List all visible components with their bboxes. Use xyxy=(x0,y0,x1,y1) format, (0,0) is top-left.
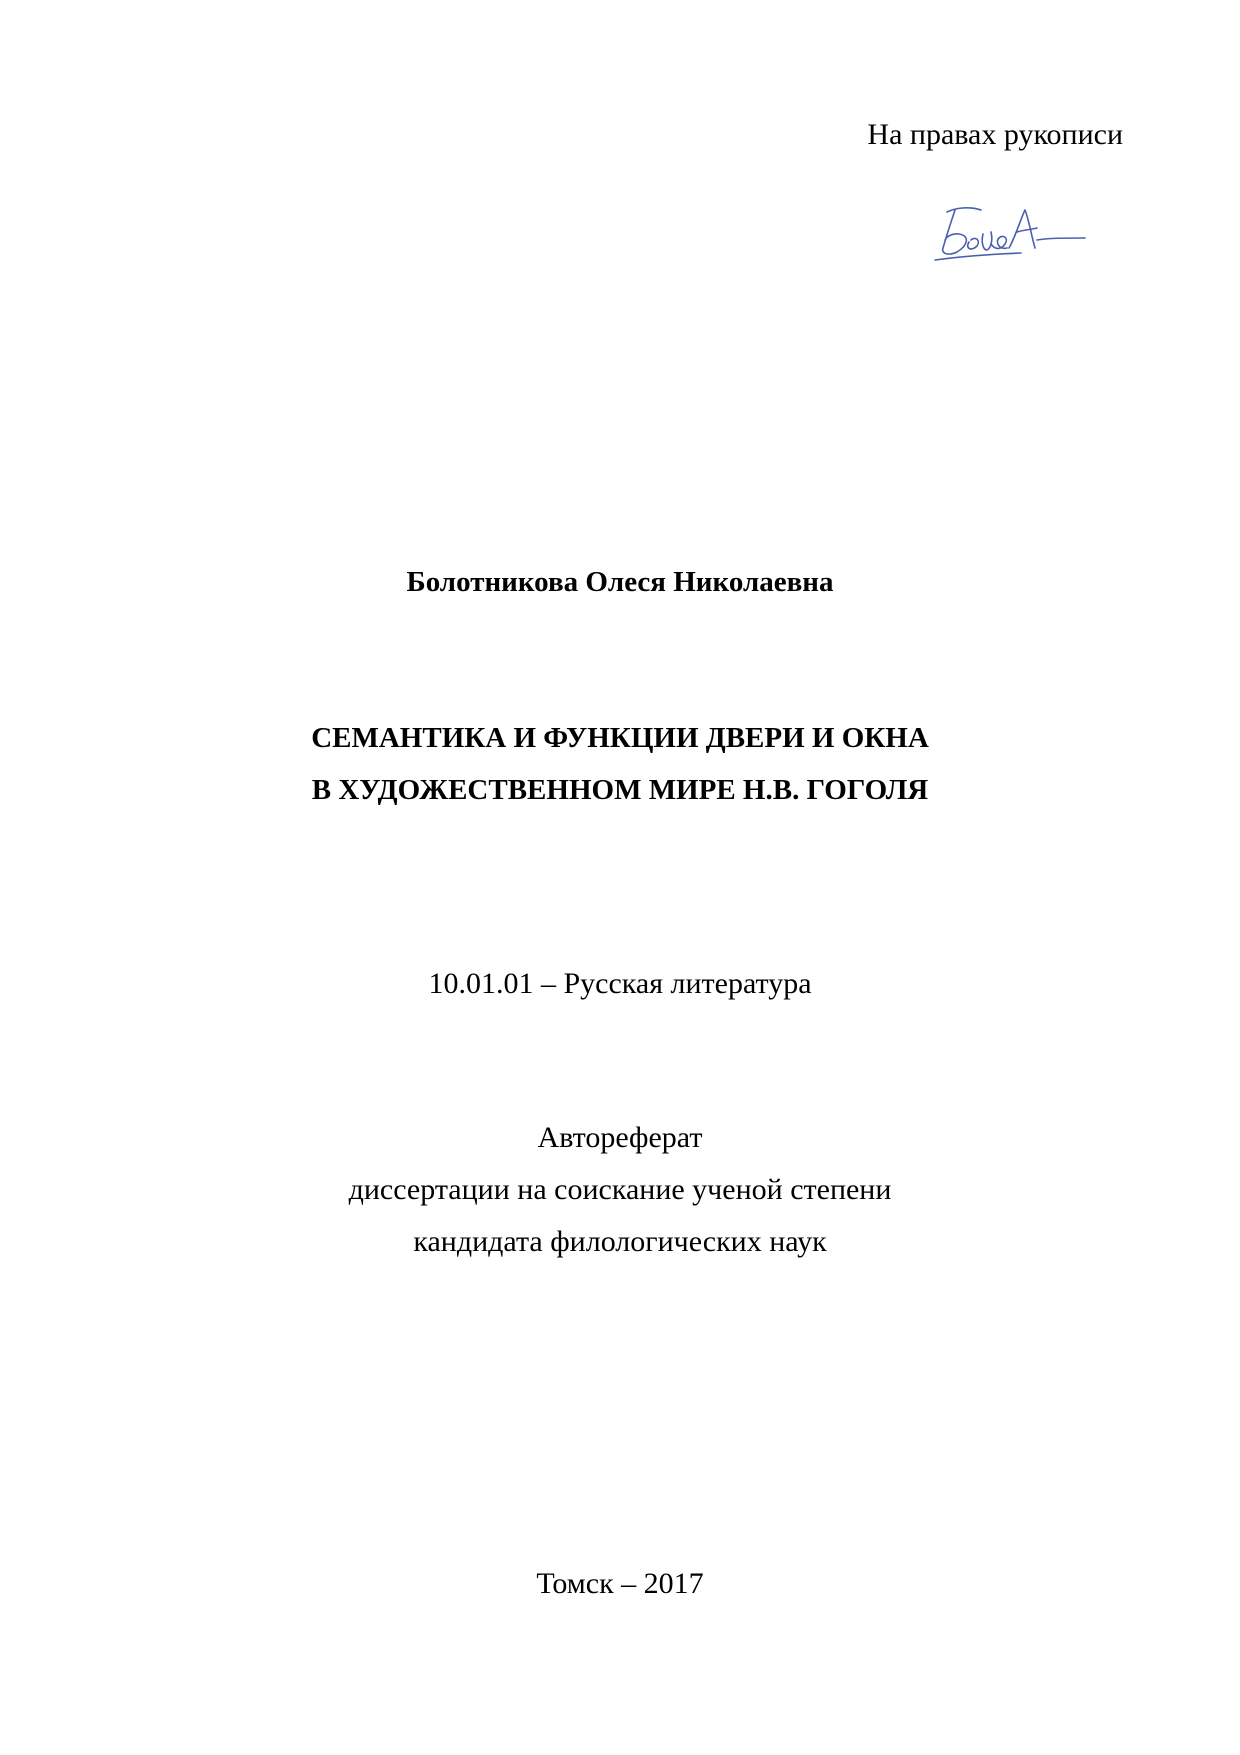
abstract-description xyxy=(0,1112,1240,1268)
specialty-code: 10.01.01 – Русская литература xyxy=(428,967,812,1000)
dissertation-title xyxy=(0,712,1240,816)
author-name: Болотникова Олеся Николаевна xyxy=(406,566,834,598)
abstract-line-2: диссертации на соискание ученой степени xyxy=(348,1173,892,1206)
manuscript-rights-note: На правах рукописи xyxy=(867,118,1123,151)
handwritten-signature xyxy=(925,198,1105,268)
city-year: Томск – 2017 xyxy=(536,1567,704,1600)
title-line-2: В ХУДОЖЕСТВЕННОМ МИРЕ Н.В. ГОГОЛЯ xyxy=(311,774,929,806)
title-line-1: СЕМАНТИКА И ФУНКЦИИ ДВЕРИ И ОКНА xyxy=(311,722,929,754)
abstract-line-3: кандидата филологических наук xyxy=(413,1225,827,1258)
abstract-line-1: Автореферат xyxy=(537,1121,703,1154)
